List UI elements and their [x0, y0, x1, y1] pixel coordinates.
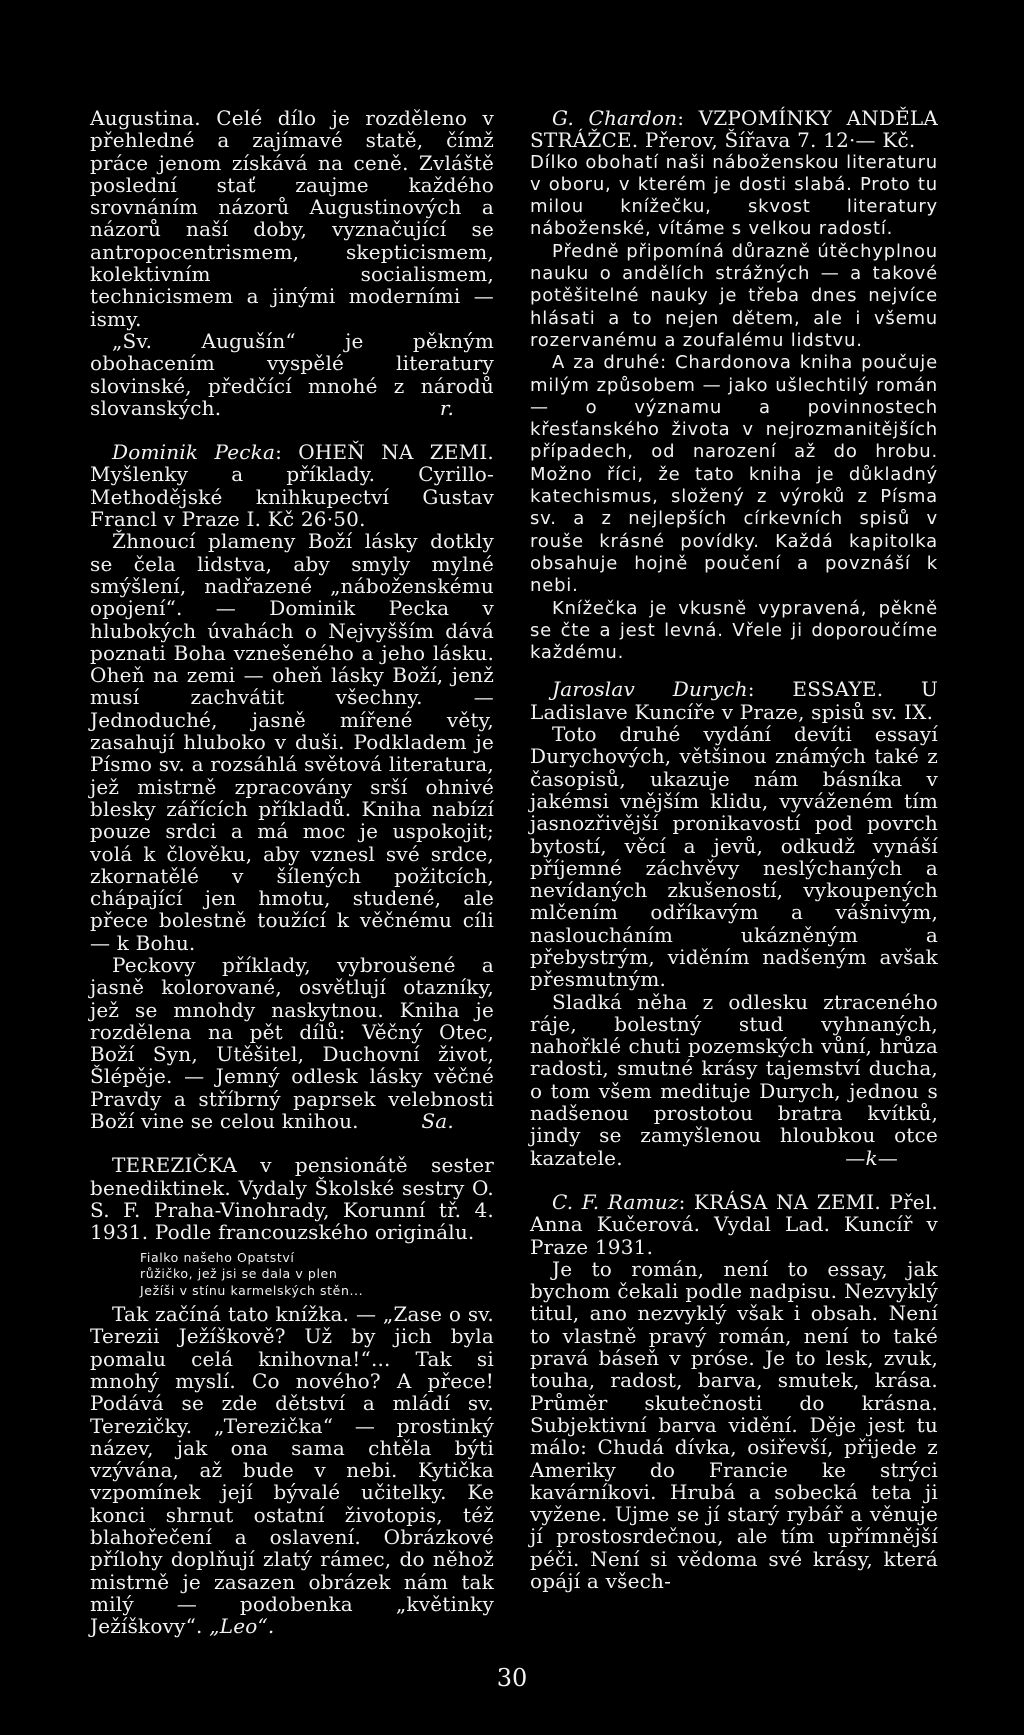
review-title: : ESSAYE. U Ladislave Kuncíře v Praze, spisů sv. IX.	[530, 677, 939, 724]
review-heading	[90, 441, 494, 530]
review-paragraph: Žhnoucí plameny Boží lásky dotkly se čela lidstva, aby smyly mylné smýšlení, nadřazené „náboženskému opojení“. — Dominik Pecka v hlubokých úvahách o Nejvyšším dává poznati Boha vznešeného a jeho lásku. Oheň na zemi — oheň lásky Boží, jenž musí zachvátit všechny. — Jednoduché, jasně mířené věty, zasahují hluboko v duši. Podkladem je Písmo sv. a rozsáhlá světová literatura, jež mistrně zpracovány srší ohnivé blesky zářících příkladů. Kniha nabízí pouze srdci a má moc je uspokojit; volá k člověku, aby vznesl své srdce, zkornatělé v šílených požitcích, chápající jen hmotu, studené, ale přece bolestně toužící k věčnému cíli — k Bohu.	[90, 529, 494, 955]
spacer	[90, 1132, 494, 1154]
review-paragraph: A za druhé: Chardonova kniha poučuje milým způsobem — jako ušlechtilý román — o významu a povinnostech křesťanského života v nejrozmanitějších případech, od narození až do hrobu. Možno říci, že tato kniha je důkladný katechismus, složený z výroků z Písma sv. a z nejlepších církevních spisů v rouše krásné povídky. Každá kapitolka obsahuje hojně poučení a povznáší k nebi.	[530, 352, 938, 597]
paragraph-text: Tak začíná tato knížka. — „Zase o sv. Terezii Ježíškově? Už by jich byla pomalu celá knihovna!“... Tak si mnohý myslí. Co nového? A přece! Podává se zde dětství a mládí sv. Terezičky. „Terezička“ — prostinký název, jak ona sama chtěla býti vzývána, až bude v nebi. Kytička vzpomínek její bývalé učitelky. Ke konci shrnut ostatní životopis, též blahořečení a oslavení. Obrázkové přílohy doplňují zlatý rámec, do něhož mistrně je zasazen obrázek nám tak milý — podobenka „květinky Ježíškovy“.	[90, 1302, 494, 1639]
review-title: : KRÁSA NA ZEMI. Přel. Anna Kučerová. Vydal Lad. Kuncíř v Praze 1931.	[530, 1189, 938, 1259]
review-heading	[530, 678, 938, 723]
spacer	[530, 664, 938, 678]
review-title: : VZPOMÍNKY ANDĚLA STRÁŽCE. Přerov, Šířava 7. 12·— Kč.	[530, 106, 938, 153]
reviewer-signature: r.	[439, 395, 454, 420]
review-paragraph: Dílko obohatí naši náboženskou literaturu v oboru, v kterém je dosti slabá. Proto tu milou knížečku, skvost literatury náboženské, vítáme s velkou radostí.	[530, 151, 938, 240]
review-paragraph: Knížečka je vkusně vypravená, pěkně se čte a jest levná. Vřele ji doporoučíme každému.	[530, 597, 938, 664]
paragraph-text: Sladká něha z odlesku ztraceného ráje, bolestný stud vyhnaných, nahořklé chuti pozemských vůní, hrůza radosti, smutné krásy tajemství ducha, o tom všem medituje Durych, jednou s nadšenou prostotou bratra kvítků, jindy se zamyšlenou hloubkou otce kazatele.	[530, 989, 938, 1170]
spacer	[530, 1169, 938, 1191]
quote-line: růžičko, jež jsi se dala v plen	[140, 1266, 338, 1282]
review-paragraph	[90, 954, 494, 1132]
review-heading	[530, 1191, 938, 1258]
left-column	[90, 107, 494, 1638]
reviewer-signature: —k—	[845, 1145, 898, 1170]
review-paragraph	[90, 1303, 494, 1637]
paragraph-text: „Sv. Augušín“ je pěkným obohacením vyspělé literatury slovinské, předčící mnohé z národů slovanských.	[90, 328, 494, 420]
poem-quote	[140, 1250, 494, 1300]
review-paragraph: Toto druhé vydání devíti essayí Durychových, většinou známých také z časopisů, ukazuje nám básníka v jakémsi vnějším klidu, vyváženém tím jasnozřivější pronikavostí pod povrch bytostí, věcí a jevů, odkudž vynáší příjemné záchvěvy neslýchaných a nevídaných zkušeností, vykoupených mlčením odříkavým a vášnivým, nasloucháním ukázněným a přebystrým, viděním nadšeným avšak přesmutným.	[530, 722, 938, 992]
page-number: 30	[496, 1664, 528, 1692]
review-heading: TEREZIČKA v pensionátě sester benediktinek. Vydaly Školské sestry O. S. F. Praha-Vinohrady, Korunní tř. 4. 1931. Podle francouzského originálu.	[90, 1153, 494, 1245]
article-paragraph	[90, 330, 494, 419]
right-column	[530, 107, 938, 1592]
review-author: Dominik Pecka	[112, 440, 276, 465]
review-title: : OHEŇ NA ZEMI. Myšlenky a příklady. Cyrillo-Methodějské knihkupectví Gustav Francl v Praze I. Kč 26·50.	[90, 440, 494, 532]
reviewer-signature: „Leo“.	[209, 1614, 275, 1639]
quote-line: Ježíši v stínu karmelských stěn...	[140, 1282, 364, 1298]
review-heading	[530, 107, 938, 152]
reviewer-signature: Sa.	[421, 1109, 454, 1134]
review-paragraph	[530, 991, 938, 1169]
review-author: C. F. Ramuz	[552, 1189, 679, 1214]
review-paragraph: Předně připomíná důrazně útěchyplnou nauku o andělích strážných — a takové potěšitelné nauky je třeba dnes nejvíce hlásati a to nejen dětem, ale i všemu rozervanému a zoufalému lidstvu.	[530, 240, 938, 351]
quote-line: Fialko našeho Opatství	[140, 1249, 295, 1265]
spacer	[90, 419, 494, 441]
article-paragraph: Augustina. Celé dílo je rozděleno v přehledné a zajímavé statě, čímž práce jenom získává na ceně. Zvláště poslední stať zaujme každého srovnáním názorů Augustinových a názorů naší doby, vyznačující se antropocentrismem, skepticismem, kolektivním socialismem, technicismem a jinými moderními —ismy.	[90, 106, 494, 331]
paragraph-text: Peckovy příklady, vybroušené a jasně kolorované, osvětlují otazníky, jež se mnohdy naskytnou. Kniha je rozdělena na pět dílů: Věčný Otec, Boží Syn, Utěšitel, Duchovní život, Šlépěje. — Jemný odlesk lásky věčné Pravdy a stříbrný paprsek velebnosti Boží vine se celou knihou.	[90, 952, 494, 1134]
review-paragraph: Je to román, není to essay, jak bychom čekali podle nadpisu. Nezvyklý titul, ano nezvyklý však i obsah. Není to vlastně pravý román, není to také pravá báseň v próse. Je to lesk, zvuk, touha, radost, barva, smutek, krása. Průměr skutečnosti do krásna. Subjektivní barva vidění. Děje jest tu málo: Chudá dívka, osiřevší, přijede z Ameriky do Francie ke strýci kavárníkovi. Hrubá a sobecká teta ji vyžene. Ujme se jí starý rybář a věnuje jí prostosrdečnou, ale tím upřímnější péči. Není si vědoma své krásy, která opájí a všech-	[530, 1256, 938, 1593]
review-author: G. Chardon	[552, 106, 678, 130]
review-author: Jaroslav Durych	[552, 677, 748, 702]
